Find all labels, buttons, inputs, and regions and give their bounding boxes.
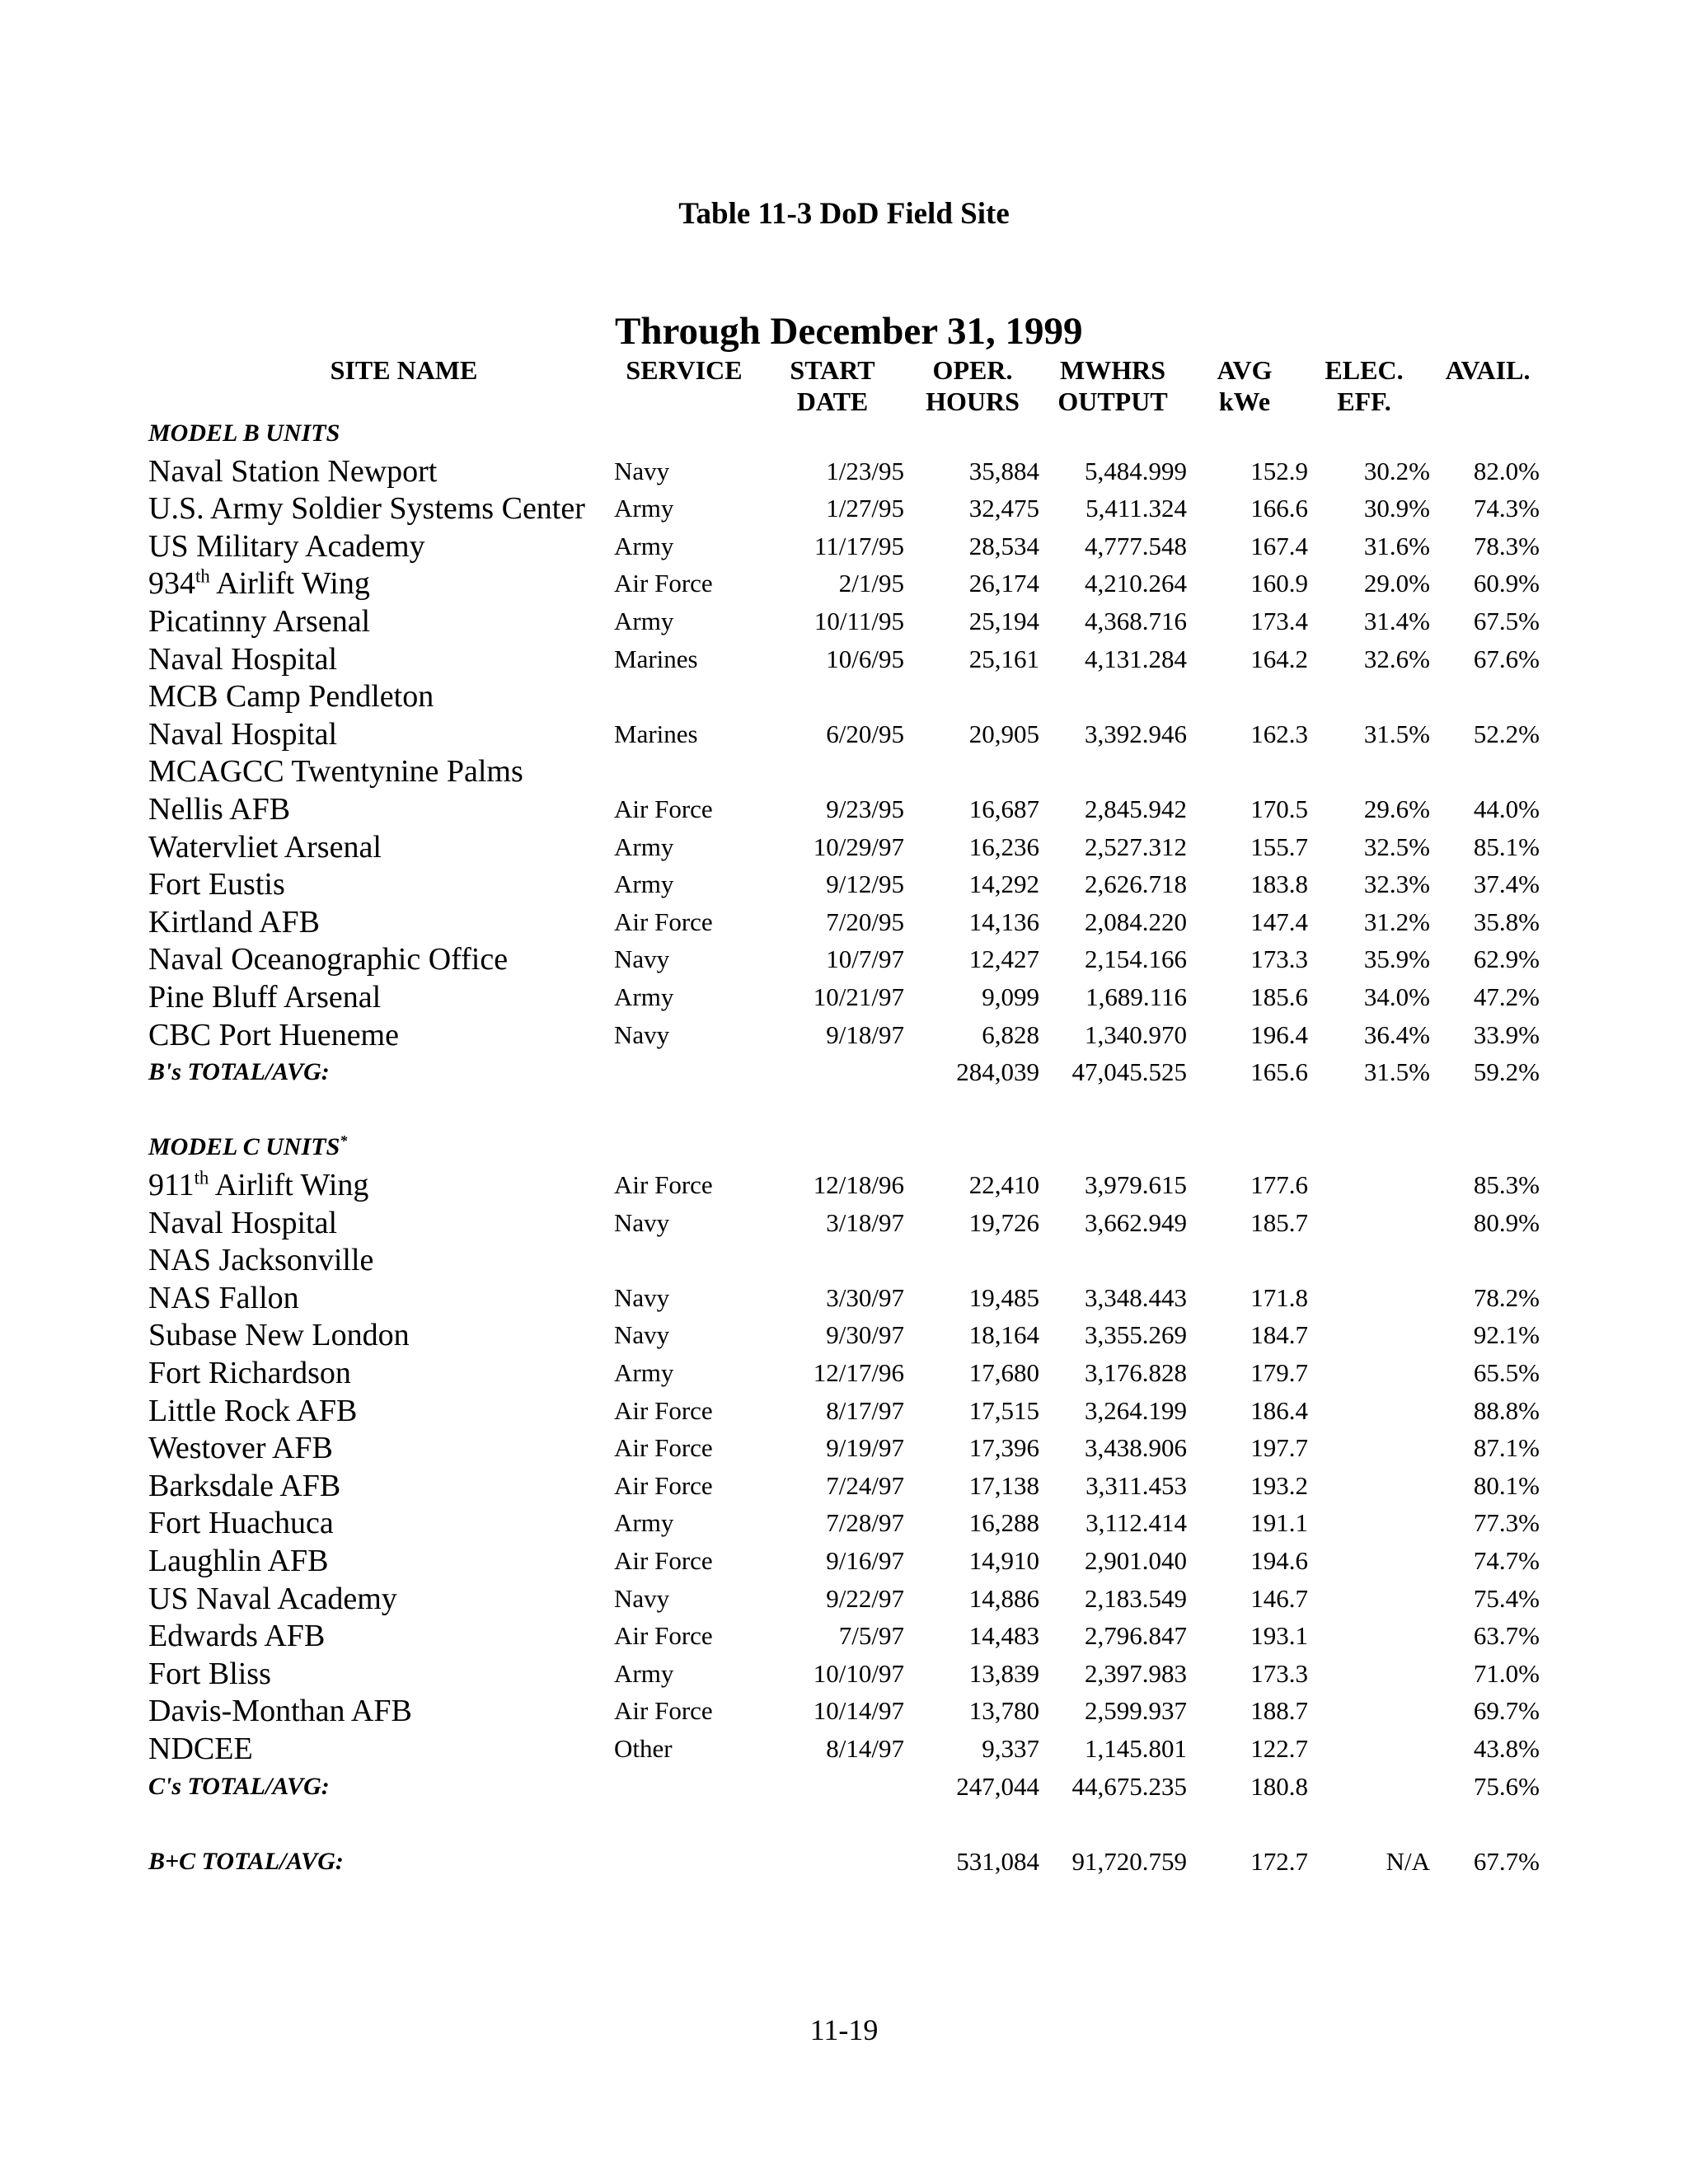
mwhrs-output: 3,662.949 — [1085, 1208, 1187, 1237]
elec-eff: 30.2% — [1363, 457, 1430, 485]
mwhrs-output: 3,392.946 — [1085, 719, 1187, 748]
elec-eff: 31.6% — [1363, 532, 1430, 560]
header-oper-hours: OPER. HOURS — [926, 355, 1020, 416]
oper-hours: 19,726 — [968, 1208, 1039, 1237]
avg-kwe: 196.4 — [1250, 1020, 1308, 1049]
avail: 44.0% — [1473, 794, 1540, 823]
avail: 74.7% — [1473, 1546, 1540, 1575]
oper-hours: 17,396 — [968, 1433, 1039, 1462]
mwhrs-output: 2,901.040 — [1085, 1546, 1187, 1575]
oper-hours: 18,164 — [968, 1320, 1039, 1349]
total-label: C's TOTAL/AVG: — [148, 1773, 330, 1800]
header-mwhrs-output: MWHRS OUTPUT — [1057, 355, 1168, 416]
service: Army — [614, 1358, 674, 1387]
site-name: Westover AFB — [148, 1431, 333, 1465]
elec-eff: 31.4% — [1363, 607, 1430, 635]
avg-kwe: 162.3 — [1250, 719, 1308, 748]
oper-hours: 284,039 — [956, 1057, 1039, 1086]
avg-kwe: 171.8 — [1250, 1283, 1308, 1312]
table-row — [0, 1279, 1688, 1317]
oper-hours: 13,839 — [968, 1659, 1039, 1688]
elec-eff: 32.6% — [1363, 644, 1430, 673]
mwhrs-output: 2,154.166 — [1085, 944, 1187, 973]
service: Army — [614, 869, 674, 898]
start-date: 2/1/95 — [838, 569, 904, 598]
avail: 47.2% — [1473, 982, 1540, 1011]
table-row — [0, 1166, 1688, 1204]
avail: 67.5% — [1473, 607, 1540, 635]
service: Army — [614, 1659, 674, 1688]
avail: 52.2% — [1473, 719, 1540, 748]
site-name: 911th Airlift Wing — [148, 1167, 369, 1202]
mwhrs-output: 2,626.718 — [1085, 869, 1187, 898]
table-row — [0, 1392, 1688, 1430]
header-elec-eff: ELEC. EFF. — [1325, 355, 1404, 416]
avg-kwe: 193.1 — [1250, 1621, 1308, 1650]
service: Air Force — [614, 1546, 713, 1575]
service: Navy — [614, 1020, 670, 1049]
service: Army — [614, 494, 674, 523]
site-name: US Naval Academy — [148, 1582, 397, 1616]
avail: 60.9% — [1473, 569, 1540, 598]
avg-kwe: 122.7 — [1250, 1734, 1308, 1763]
oper-hours: 16,236 — [968, 832, 1039, 861]
mwhrs-output: 2,183.549 — [1085, 1584, 1187, 1613]
service: Air Force — [614, 1433, 713, 1462]
avail: 33.9% — [1473, 1020, 1540, 1049]
service: Air Force — [614, 1396, 713, 1425]
table-row — [0, 1467, 1688, 1505]
mwhrs-output: 44,675.235 — [1071, 1772, 1187, 1801]
b-total-row — [0, 1053, 1688, 1091]
site-name: Pine Bluff Arsenal — [148, 980, 382, 1015]
avg-kwe: 185.6 — [1250, 982, 1308, 1011]
c-total-row — [0, 1768, 1688, 1806]
oper-hours: 14,483 — [968, 1621, 1039, 1650]
service: Army — [614, 607, 674, 635]
oper-hours: 26,174 — [968, 569, 1039, 598]
oper-hours: 17,138 — [968, 1471, 1039, 1500]
avg-kwe: 191.1 — [1250, 1508, 1308, 1537]
avail: 69.7% — [1473, 1696, 1540, 1725]
oper-hours: 19,485 — [968, 1283, 1039, 1312]
site-name: Fort Bliss — [148, 1657, 271, 1691]
service: Army — [614, 1508, 674, 1537]
service: Navy — [614, 944, 670, 973]
site-name: 934th Airlift Wing — [148, 565, 370, 601]
table-row — [0, 1730, 1688, 1768]
avg-kwe: 184.7 — [1250, 1320, 1308, 1349]
start-date: 11/17/95 — [814, 532, 904, 560]
mwhrs-output: 1,340.970 — [1085, 1020, 1187, 1049]
service: Army — [614, 532, 674, 560]
start-date: 7/20/95 — [826, 907, 904, 936]
oper-hours: 16,288 — [968, 1508, 1039, 1537]
elec-eff: 36.4% — [1363, 1020, 1430, 1049]
avail: 88.8% — [1473, 1396, 1540, 1425]
oper-hours: 25,161 — [968, 644, 1039, 673]
mwhrs-output: 3,311.453 — [1085, 1471, 1187, 1500]
oper-hours: 9,099 — [982, 982, 1039, 1011]
avail: 43.8% — [1473, 1734, 1540, 1763]
table-row — [0, 865, 1688, 903]
table-row — [0, 602, 1688, 640]
start-date: 7/28/97 — [826, 1508, 904, 1537]
site-name: NDCEE — [148, 1732, 253, 1766]
site-name: Fort Huachuca — [148, 1506, 334, 1540]
table-row — [0, 1354, 1688, 1392]
total-label: B's TOTAL/AVG: — [148, 1058, 330, 1085]
table-row — [0, 1241, 1688, 1279]
mwhrs-output: 3,112.414 — [1085, 1508, 1187, 1537]
site-name: Naval Station Newport — [148, 454, 438, 489]
table-row — [0, 677, 1688, 715]
avg-kwe: 164.2 — [1250, 644, 1308, 673]
avg-kwe: 155.7 — [1250, 832, 1308, 861]
site-name: Subase New London — [148, 1318, 410, 1352]
avail: 37.4% — [1473, 869, 1540, 898]
start-date: 7/24/97 — [826, 1471, 904, 1500]
table-row — [0, 1542, 1688, 1580]
avail: 80.1% — [1473, 1471, 1540, 1500]
table-row — [0, 527, 1688, 565]
oper-hours: 14,136 — [968, 907, 1039, 936]
mwhrs-output: 2,599.937 — [1085, 1696, 1187, 1725]
start-date: 10/11/95 — [814, 607, 904, 635]
avail: 82.0% — [1473, 457, 1540, 485]
oper-hours: 14,292 — [968, 869, 1039, 898]
avail: 80.9% — [1473, 1208, 1540, 1237]
service: Navy — [614, 1320, 670, 1349]
service: Air Force — [614, 794, 713, 823]
table-row — [0, 1580, 1688, 1618]
table-title: Table 11-3 DoD Field Site — [678, 197, 1010, 231]
avail: 65.5% — [1473, 1358, 1540, 1387]
elec-eff: 34.0% — [1363, 982, 1430, 1011]
header-avail: AVAIL. — [1445, 355, 1531, 385]
section-label-row — [0, 1128, 1688, 1166]
table-row — [0, 752, 1688, 790]
oper-hours: 25,194 — [968, 607, 1039, 635]
elec-eff: 31.5% — [1363, 1057, 1430, 1086]
oper-hours: 531,084 — [956, 1847, 1039, 1876]
table-row — [0, 828, 1688, 866]
avg-kwe: 186.4 — [1250, 1396, 1308, 1425]
avg-kwe: 173.3 — [1250, 1659, 1308, 1688]
avg-kwe: 170.5 — [1250, 794, 1308, 823]
section-label: MODEL B UNITS — [148, 419, 340, 447]
avail: 77.3% — [1473, 1508, 1540, 1537]
table-row — [0, 715, 1688, 753]
start-date: 3/18/97 — [826, 1208, 904, 1237]
service: Army — [614, 832, 674, 861]
page-number: 11-19 — [809, 2013, 879, 2046]
oper-hours: 247,044 — [956, 1772, 1039, 1801]
table-row — [0, 1504, 1688, 1542]
avail: 92.1% — [1473, 1320, 1540, 1349]
service: Navy — [614, 1584, 670, 1613]
service: Air Force — [614, 907, 713, 936]
service: Marines — [614, 719, 698, 748]
service: Navy — [614, 457, 670, 485]
site-name: CBC Port Hueneme — [148, 1018, 399, 1052]
total-label: B+C TOTAL/AVG: — [148, 1848, 344, 1875]
table-row — [0, 978, 1688, 1016]
avg-kwe: 193.2 — [1250, 1471, 1308, 1500]
mwhrs-output: 47,045.525 — [1071, 1057, 1187, 1086]
mwhrs-output: 3,348.443 — [1085, 1283, 1187, 1312]
start-date: 10/7/97 — [826, 944, 904, 973]
elec-eff: 32.5% — [1363, 832, 1430, 861]
grand-total-row — [0, 1843, 1688, 1881]
service: Air Force — [614, 1696, 713, 1725]
mwhrs-output: 1,689.116 — [1085, 982, 1187, 1011]
avail: 75.4% — [1473, 1584, 1540, 1613]
elec-eff: 32.3% — [1363, 869, 1430, 898]
start-date: 9/18/97 — [826, 1020, 904, 1049]
header-avg-kwe: AVG kWe — [1217, 355, 1273, 416]
avg-kwe: 152.9 — [1250, 457, 1308, 485]
table-row — [0, 565, 1688, 602]
avail: 78.3% — [1473, 532, 1540, 560]
avail: 62.9% — [1473, 944, 1540, 973]
avail: 35.8% — [1473, 907, 1540, 936]
start-date: 1/23/95 — [826, 457, 904, 485]
start-date: 10/29/97 — [813, 832, 904, 861]
avail: 75.6% — [1473, 1772, 1540, 1801]
avg-kwe: 146.7 — [1250, 1584, 1308, 1613]
table-row — [0, 1204, 1688, 1242]
table-row — [0, 452, 1688, 490]
avail: 87.1% — [1473, 1433, 1540, 1462]
start-date: 9/23/95 — [826, 794, 904, 823]
table-row — [0, 1016, 1688, 1054]
table-row — [0, 640, 1688, 678]
header-site-name: SITE NAME — [330, 355, 478, 385]
table-row — [0, 1655, 1688, 1693]
service: Navy — [614, 1208, 670, 1237]
avg-kwe: 165.6 — [1250, 1057, 1308, 1086]
site-name: Nellis AFB — [148, 792, 291, 827]
mwhrs-output: 3,264.199 — [1085, 1396, 1187, 1425]
mwhrs-output: 3,979.615 — [1085, 1170, 1187, 1199]
avg-kwe: 173.3 — [1250, 944, 1308, 973]
avail: 67.6% — [1473, 644, 1540, 673]
avg-kwe: 180.8 — [1250, 1772, 1308, 1801]
oper-hours: 28,534 — [968, 532, 1039, 560]
mwhrs-output: 3,438.906 — [1085, 1433, 1187, 1462]
start-date: 9/30/97 — [826, 1320, 904, 1349]
elec-eff: N/A — [1386, 1847, 1430, 1876]
mwhrs-output: 5,484.999 — [1085, 457, 1187, 485]
avail: 85.1% — [1473, 832, 1540, 861]
start-date: 6/20/95 — [826, 719, 904, 748]
site-name: Naval Hospital — [148, 717, 338, 752]
service: Air Force — [614, 1471, 713, 1500]
site-name: Edwards AFB — [148, 1619, 326, 1653]
site-name: NAS Fallon — [148, 1281, 299, 1315]
avg-kwe: 185.7 — [1250, 1208, 1308, 1237]
oper-hours: 16,687 — [968, 794, 1039, 823]
avg-kwe: 172.7 — [1250, 1847, 1308, 1876]
service: Army — [614, 982, 674, 1011]
site-name: US Military Academy — [148, 529, 425, 564]
service: Marines — [614, 644, 698, 673]
oper-hours: 20,905 — [968, 719, 1039, 748]
avg-kwe: 166.6 — [1250, 494, 1308, 523]
oper-hours: 32,475 — [968, 494, 1039, 523]
start-date: 7/5/97 — [838, 1621, 904, 1650]
mwhrs-output: 4,777.548 — [1085, 532, 1187, 560]
avail: 63.7% — [1473, 1621, 1540, 1650]
site-name: Kirtland AFB — [148, 905, 320, 940]
table-row — [0, 1692, 1688, 1730]
mwhrs-output: 5,411.324 — [1085, 494, 1187, 523]
oper-hours: 14,886 — [968, 1584, 1039, 1613]
avg-kwe: 160.9 — [1250, 569, 1308, 598]
table-row — [0, 490, 1688, 527]
start-date: 12/18/96 — [813, 1170, 904, 1199]
service: Navy — [614, 1283, 670, 1312]
mwhrs-output: 2,084.220 — [1085, 907, 1187, 936]
mwhrs-output: 3,355.269 — [1085, 1320, 1187, 1349]
header-service: SERVICE — [626, 355, 743, 385]
site-name: Naval Hospital — [148, 642, 338, 677]
start-date: 8/14/97 — [826, 1734, 904, 1763]
avg-kwe: 167.4 — [1250, 532, 1308, 560]
table-subtitle: Through December 31, 1999 — [615, 310, 1083, 353]
table-row — [0, 940, 1688, 978]
elec-eff: 31.2% — [1363, 907, 1430, 936]
mwhrs-output: 4,210.264 — [1085, 569, 1187, 598]
service: Air Force — [614, 1621, 713, 1650]
site-name: Naval Oceanographic Office — [148, 942, 509, 977]
site-name: U.S. Army Soldier Systems Center — [148, 491, 585, 526]
oper-hours: 35,884 — [968, 457, 1039, 485]
avg-kwe: 188.7 — [1250, 1696, 1308, 1725]
start-date: 12/17/96 — [813, 1358, 904, 1387]
service: Air Force — [614, 569, 713, 598]
avail: 67.7% — [1473, 1847, 1540, 1876]
elec-eff: 29.0% — [1363, 569, 1430, 598]
site-name: Little Rock AFB — [148, 1394, 358, 1428]
avg-kwe: 173.4 — [1250, 607, 1308, 635]
mwhrs-output: 2,845.942 — [1085, 794, 1187, 823]
table-row — [0, 1617, 1688, 1655]
start-date: 8/17/97 — [826, 1396, 904, 1425]
site-name: Picatinny Arsenal — [148, 604, 371, 639]
mwhrs-output: 1,145.801 — [1085, 1734, 1187, 1763]
avg-kwe: 183.8 — [1250, 869, 1308, 898]
mwhrs-output: 2,796.847 — [1085, 1621, 1187, 1650]
start-date: 10/10/97 — [813, 1659, 904, 1688]
start-date: 10/14/97 — [813, 1696, 904, 1725]
oper-hours: 14,910 — [968, 1546, 1039, 1575]
mwhrs-output: 4,368.716 — [1085, 607, 1187, 635]
avail: 74.3% — [1473, 494, 1540, 523]
header-start-date: START DATE — [790, 355, 875, 416]
mwhrs-output: 2,527.312 — [1085, 832, 1187, 861]
oper-hours: 12,427 — [968, 944, 1039, 973]
avg-kwe: 177.6 — [1250, 1170, 1308, 1199]
start-date: 9/16/97 — [826, 1546, 904, 1575]
site-name: Naval Hospital — [148, 1206, 338, 1240]
oper-hours: 9,337 — [982, 1734, 1039, 1763]
site-name: Fort Eustis — [148, 867, 285, 902]
site-name: Fort Richardson — [148, 1356, 351, 1390]
start-date: 10/21/97 — [813, 982, 904, 1011]
avg-kwe: 197.7 — [1250, 1433, 1308, 1462]
avail: 71.0% — [1473, 1659, 1540, 1688]
elec-eff: 35.9% — [1363, 944, 1430, 973]
table-row — [0, 790, 1688, 828]
avg-kwe: 147.4 — [1250, 907, 1308, 936]
avail: 78.2% — [1473, 1283, 1540, 1312]
table-row — [0, 1316, 1688, 1354]
avail: 85.3% — [1473, 1170, 1540, 1199]
site-name: MCB Camp Pendleton — [148, 679, 434, 714]
site-name: Watervliet Arsenal — [148, 830, 382, 865]
elec-eff: 29.6% — [1363, 794, 1430, 823]
elec-eff: 30.9% — [1363, 494, 1430, 523]
oper-hours: 17,515 — [968, 1396, 1039, 1425]
start-date: 9/22/97 — [826, 1584, 904, 1613]
table-row — [0, 903, 1688, 941]
site-name: Davis-Monthan AFB — [148, 1694, 412, 1728]
section-label-row — [0, 415, 1688, 452]
start-date: 1/27/95 — [826, 494, 904, 523]
mwhrs-output: 2,397.983 — [1085, 1659, 1187, 1688]
mwhrs-output: 3,176.828 — [1085, 1358, 1187, 1387]
oper-hours: 17,680 — [968, 1358, 1039, 1387]
oper-hours: 13,780 — [968, 1696, 1039, 1725]
avg-kwe: 179.7 — [1250, 1358, 1308, 1387]
site-name: Barksdale AFB — [148, 1469, 341, 1503]
section-label: MODEL C UNITS* — [148, 1132, 348, 1160]
service: Other — [614, 1734, 673, 1763]
service: Air Force — [614, 1170, 713, 1199]
mwhrs-output: 4,131.284 — [1085, 644, 1187, 673]
site-name: Laughlin AFB — [148, 1544, 329, 1578]
start-date: 10/6/95 — [826, 644, 904, 673]
elec-eff: 31.5% — [1363, 719, 1430, 748]
avail: 59.2% — [1473, 1057, 1540, 1086]
start-date: 9/12/95 — [826, 869, 904, 898]
site-name: MCAGCC Twentynine Palms — [148, 754, 523, 789]
table-row — [0, 1429, 1688, 1467]
oper-hours: 22,410 — [968, 1170, 1039, 1199]
avg-kwe: 194.6 — [1250, 1546, 1308, 1575]
mwhrs-output: 91,720.759 — [1071, 1847, 1187, 1876]
start-date: 9/19/97 — [826, 1433, 904, 1462]
start-date: 3/30/97 — [826, 1283, 904, 1312]
oper-hours: 6,828 — [982, 1020, 1039, 1049]
site-name: NAS Jacksonville — [148, 1243, 374, 1277]
